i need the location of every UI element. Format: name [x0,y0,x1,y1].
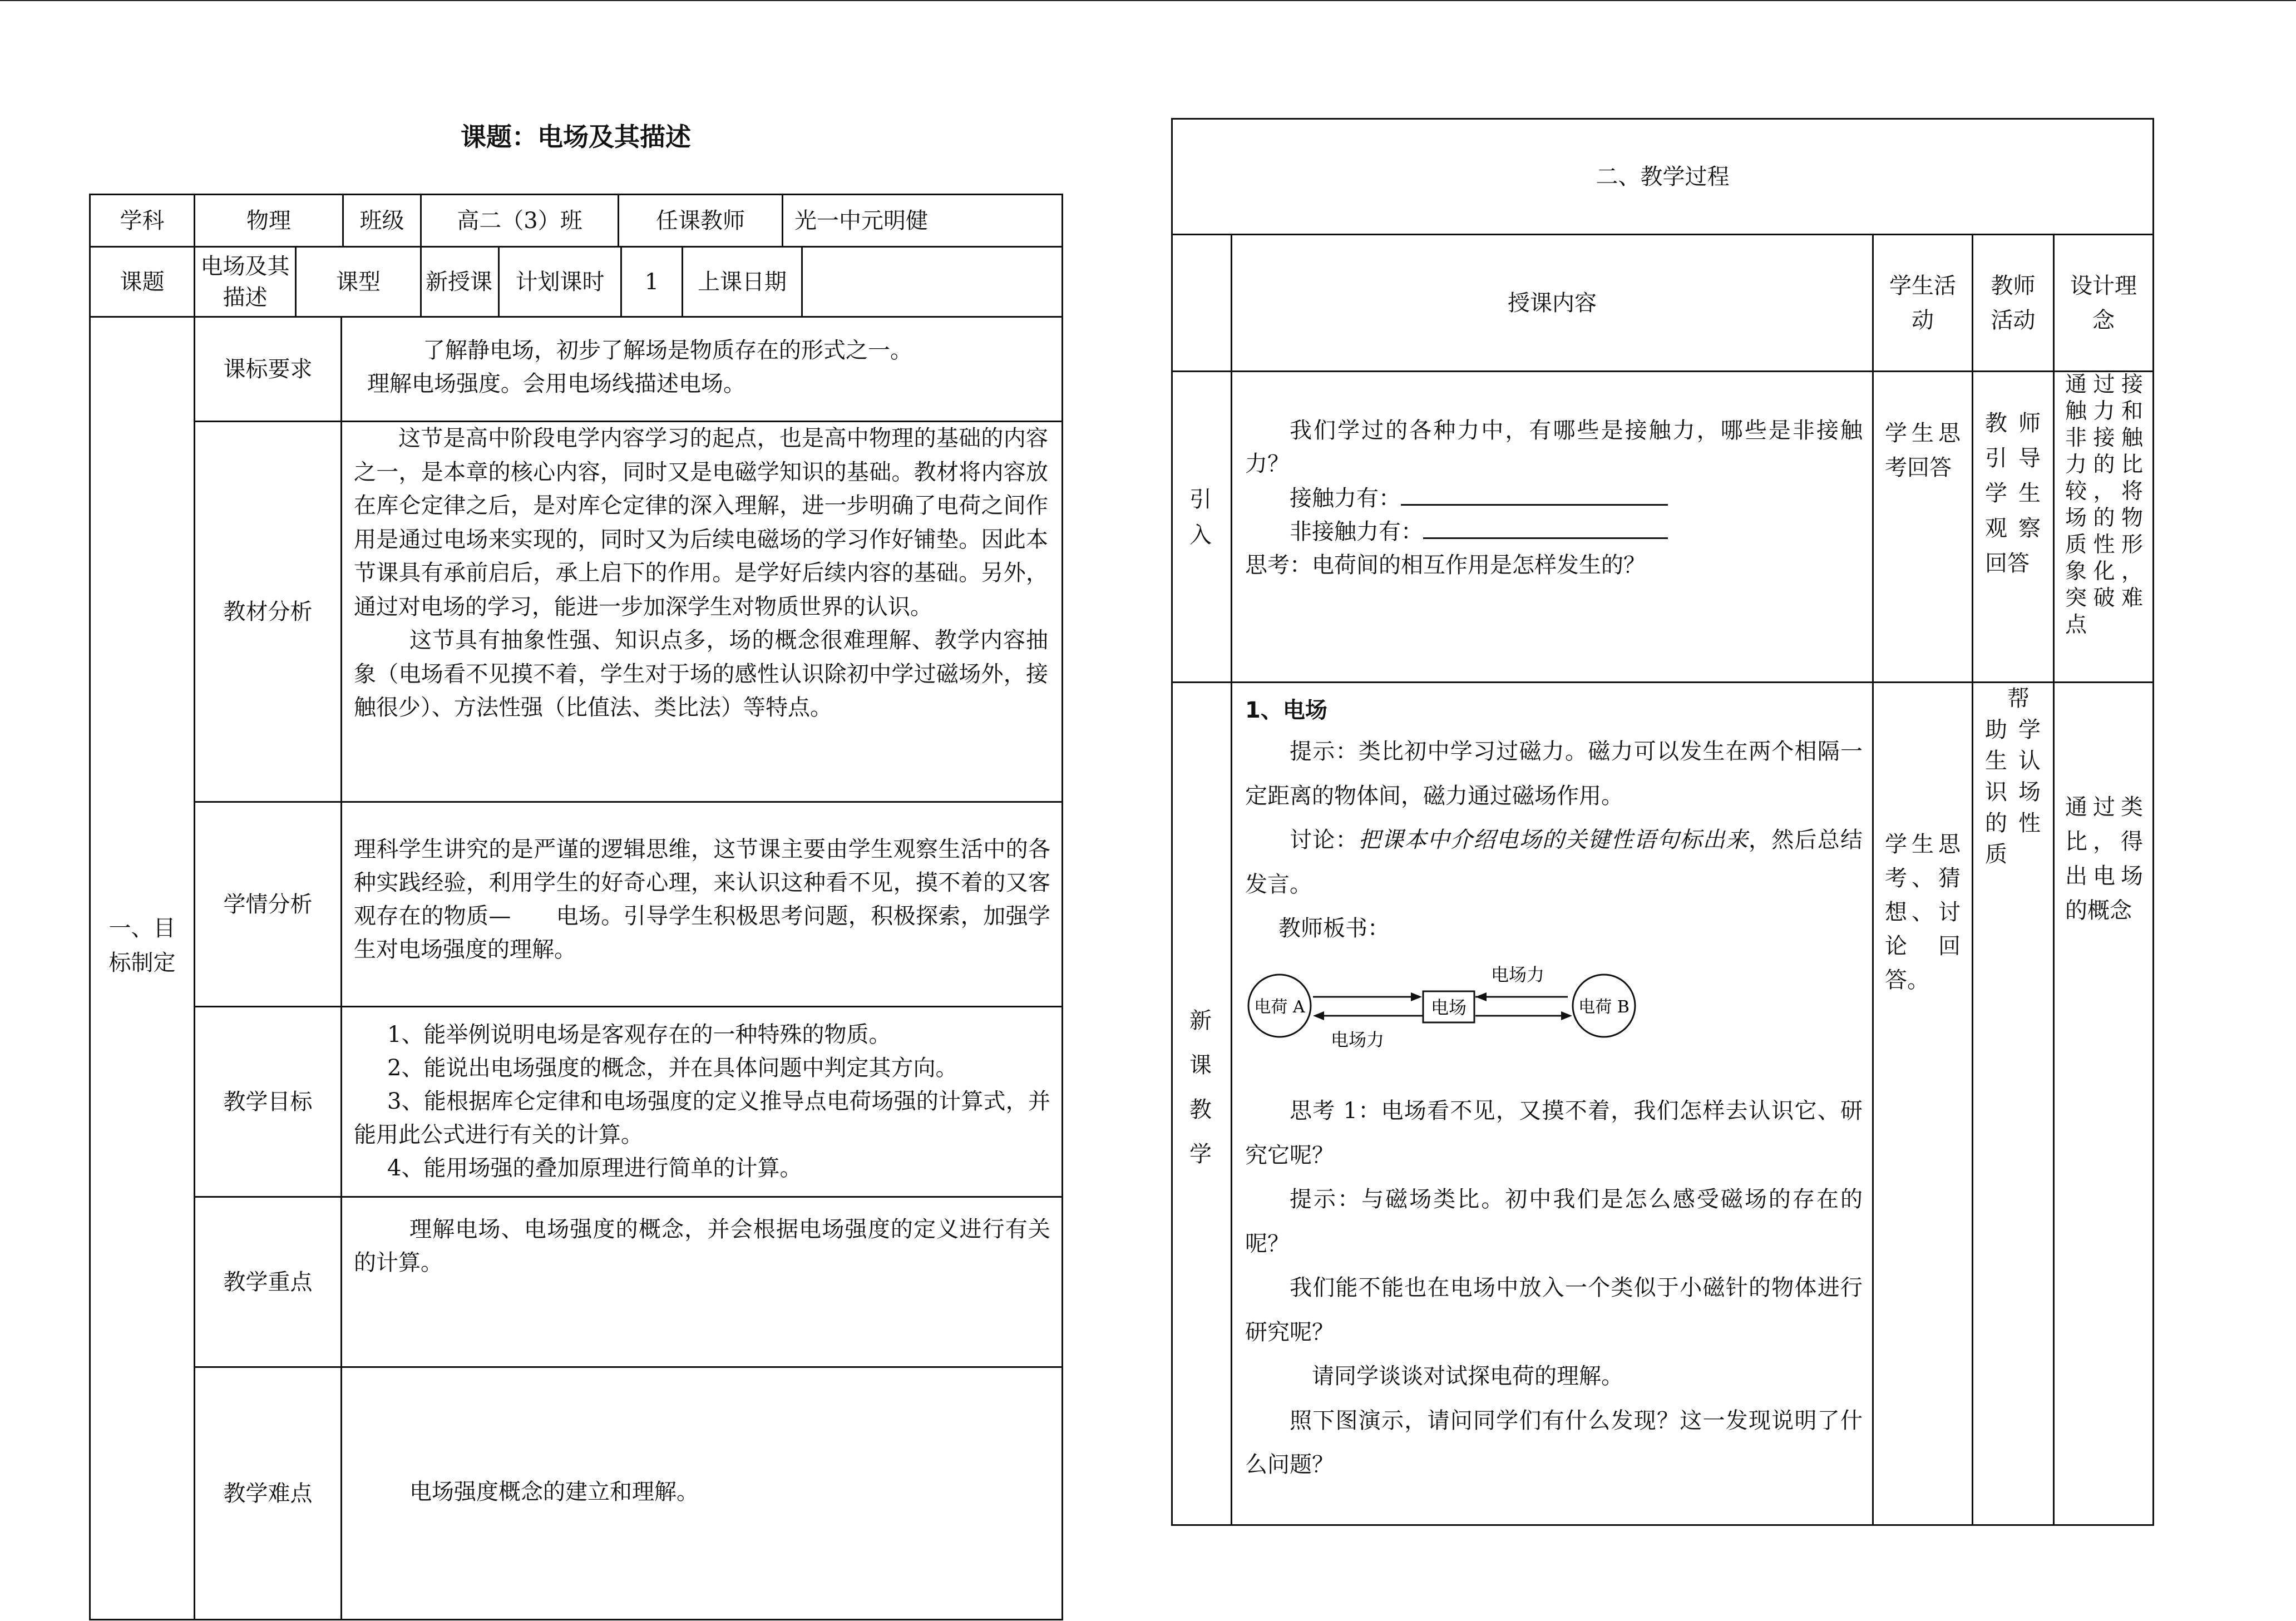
intro-content: 我们学过的各种力中，有哪些是接触力，哪些是非接触力？ 接触力有： 非接触力有： 思考：电荷间的相互作用是怎样发生的？ [1245,418,1863,578]
row-label-difficulty: 教学难点 [223,1480,313,1506]
contact-blank[interactable] [1401,482,1668,506]
topic-value: 电场及其描述 [200,253,290,310]
class-value: 高二（3）班 [457,207,582,234]
subject-label: 学科 [120,207,165,234]
keypoint-content: 理解电场、电场强度的概念，并会根据电场强度的定义进行有关的计算。 [354,1217,1050,1276]
charge-b-label: 电荷 B [1578,997,1630,1017]
noncontact-blank[interactable] [1423,515,1668,539]
page-top-border [0,0,2296,1]
stage-intro: 引入 [1189,487,1212,548]
intro-teacher-activity: 教师引导学生观察回答 [1985,411,2041,576]
col-header-content: 授课内容 [1508,290,1597,316]
difficulty-content: 电场强度概念的建立和理解。 [409,1479,699,1505]
teacher-value: 光一中元明健 [794,207,928,234]
col-header-teacher: 教师活动 [1991,273,2036,333]
field-label: 电场 [1430,997,1467,1018]
standard-content: 了解静电场，初步了解场是物质存在的形式之一。 理解电场强度。会用电场线描述电场。 [367,338,912,397]
row-label-students: 学情分析 [223,891,313,917]
process-heading: 二、教学过程 [1596,164,1730,190]
topic-label: 课题 [120,269,165,295]
intro-design: 通过接触力和非接触力的比较，将场的物质性形象化，突破难点 [2065,372,2143,637]
type-label: 课型 [336,269,381,295]
date-value [803,248,1061,316]
subject-value: 物理 [246,207,291,234]
force-label-top: 电场力 [1490,964,1545,985]
newlesson-design: 通过类比，得出电场的概念 [2065,794,2143,923]
objectives-content: 1、能举例说明电场是客观存在的一种特殊的物质。 2、能说出电场强度的概念，并在具体问题中判定其方向。 3、能根据库仑定律和电场强度的定义推导点电荷场强的计算式，并能用此公式进行有关的计算。 4、能用场强的叠加原理进行简单的计算。 [354,1022,1050,1181]
page-title: 课题：电场及其描述 [461,122,691,152]
newlesson-student-activity: 学生思考、猜想、讨论回答。 [1885,832,1961,993]
newlesson-teacher-activity: 帮助学生认识场的性质 [1985,686,2041,867]
type-value: 新授课 [426,269,492,295]
stage-newlesson: 新课教学 [1189,1008,1212,1167]
row-label-keypoint: 教学重点 [223,1269,313,1295]
goal-section-label: 一、目标制定 [108,916,176,976]
field-force-diagram [1245,962,1646,1051]
row-label-objectives: 教学目标 [223,1089,313,1115]
hours-label: 计划课时 [515,269,605,295]
row-label-textbook: 教材分析 [223,599,313,625]
intro-student-activity: 学生思考回答 [1885,421,1961,481]
charge-a-label: 电荷 A [1254,997,1305,1017]
teacher-label: 任课教师 [656,207,745,234]
newlesson-content-2: 思考 1：电场看不见，又摸不着，我们怎样去认识它、研究它呢？ 提示：与磁场类比。初中我们是怎么感受磁场的存在的呢？ 我们能不能也在电场中放入一个类似于小磁针的物体进行研究呢？ 请同学谈谈对试探电荷的理解。 照下图演示，请问同学们有什么发现？这一发现说明了什么问题？ [1245,1098,1863,1477]
class-label: 班级 [359,207,404,234]
hours-value: 1 [644,269,659,295]
force-label-bottom: 电场力 [1330,1029,1385,1050]
textbook-content: 这节是高中阶段电学内容学习的起点，也是高中物理的基础的内容之一，是本章的核心内容，同时又是电磁学知识的基础。教材将内容放在库仑定律之后，是对库仑定律的深入理解，进一步明确了电荷之间作用是通过电场来实现的，同时又为后续电磁场的学习作好铺垫。因此本节课具有承前启后，承上启下的作用。是学好后续内容的基础。另外，通过对电场的学习，能进一步加深学生对物质世界的认识。 这节具有抽象性强、知识点多，场的概念很难理解、教学内容抽象（电场看不见摸不着，学生对于场的感性认识除初中学过磁场外，接触很少）、方法性强（比值法、类比法）等特点。 [354,426,1048,720]
students-content: 理科学生讲究的是严谨的逻辑思维，这节课主要由学生观察生活中的各种实践经验，利用学生的好奇心理，来认识这种看不见，摸不着的又客观存在的物质— 电场。引导学生积极思考问题，积极探索，加强学生对电场强度的理解。 [354,837,1050,962]
row-label-standard: 课标要求 [223,356,313,382]
col-header-design: 设计理念 [2070,273,2137,333]
newlesson-content: 1、电场 提示：类比初中学习过磁力。磁力可以发生在两个相隔一定距离的物体间，磁力通过磁场作用。 讨论：把课本中介绍电场的关键性语句标出来，然后总结发言。 教师板书： [1245,698,1863,941]
col-header-student: 学生活动 [1889,273,1956,333]
date-label: 上课日期 [698,269,787,295]
